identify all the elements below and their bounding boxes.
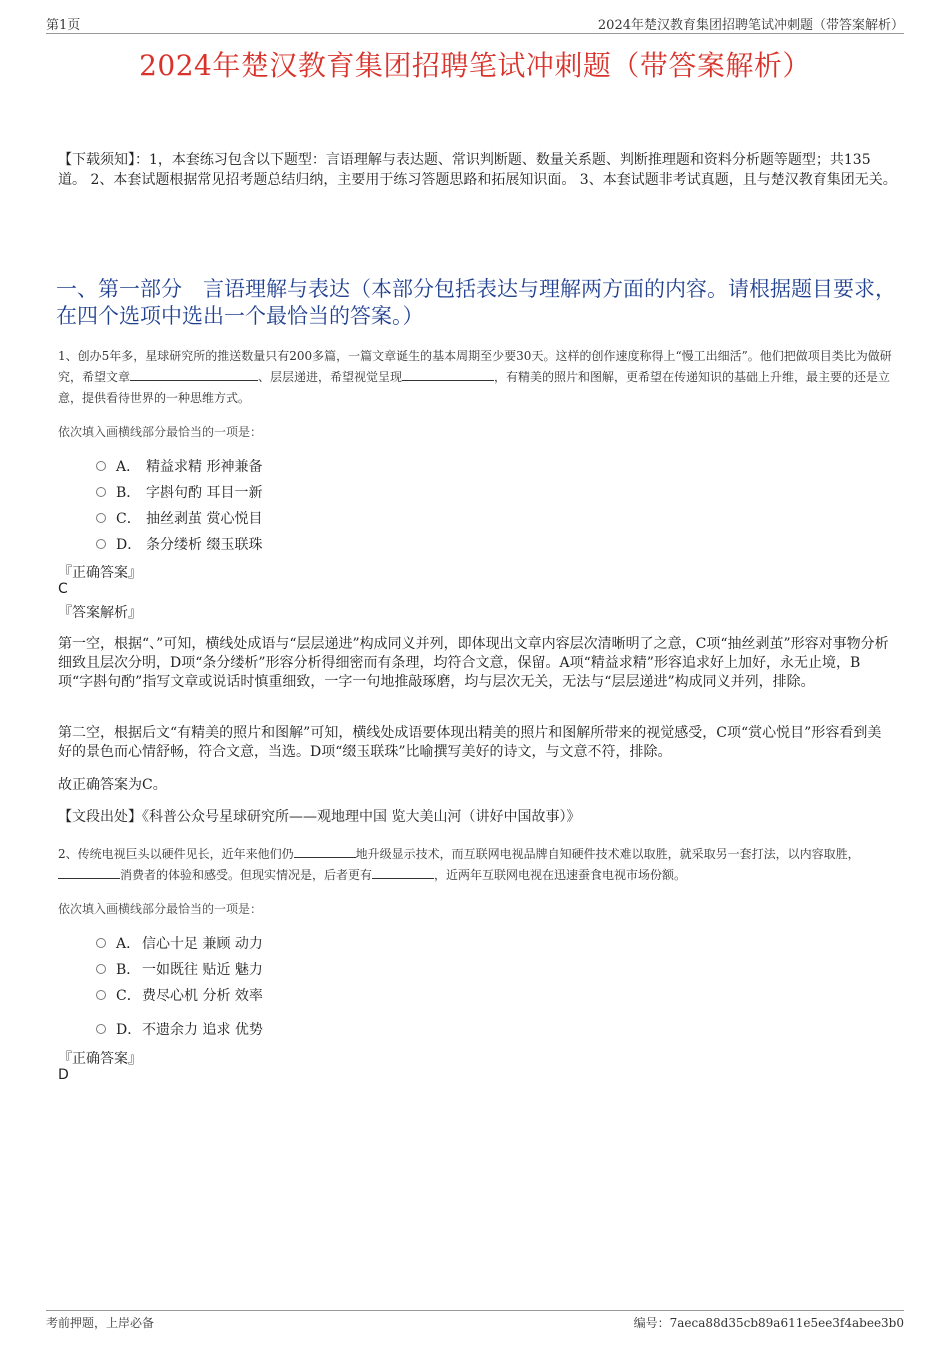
page-title: 2024年楚汉教育集团招聘笔试冲刺题（带答案解析） [139, 49, 811, 82]
question-2-answer-label: 『正确答案』 [58, 1051, 142, 1067]
question-2-option-d[interactable]: D． 不遗余力 追求 优势 [96, 1019, 263, 1039]
question-2-part-a: 2、传统电视巨头以硬件见长，近年来他们仍 [58, 847, 294, 861]
radio-icon[interactable] [96, 461, 106, 471]
radio-icon[interactable] [96, 487, 106, 497]
radio-icon[interactable] [96, 990, 106, 1000]
footer-divider [46, 1310, 904, 1311]
radio-icon[interactable] [96, 513, 106, 523]
blank-2 [58, 866, 120, 879]
question-2-part-b: 地升级显示技术，而互联网电视品牌自知硬件技术难以取胜，就采取另一套打法，以内容取胜， [355, 847, 860, 861]
question-1-prompt: 依次填入画横线部分最恰当的一项是： [58, 425, 263, 439]
question-2-option-a[interactable]: A． 信心十足 兼顾 动力 [96, 933, 263, 953]
question-1-option-c[interactable]: C． 抽丝剥茧 赏心悦目 [96, 508, 262, 528]
question-1-source: 【文段出处】《科普公众号星球研究所——观地理中国 览大美山河（讲好中国故事）》 [58, 809, 581, 825]
question-1-part-c: ，有精美的照片和图解，更希望在传递知识的基础上升维，最主要的还是立意，提供看待世界的一种思维方式。 [58, 370, 891, 405]
question-2-text [58, 844, 904, 886]
blank-3 [372, 866, 434, 879]
question-1-analysis-2: 第二空，根据后文“有精美的照片和图解”可知，横线处成语要体现出精美的照片和图解所带来的视觉感受，C项“赏心悦目”形容看到美好的景色而心情舒畅，符合文意，当选。D项“缀玉联珠”比喻撰写美好的诗文，与文意不符，排除。 [58, 725, 882, 760]
question-2-part-d: ，近两年互联网电视在迅速蚕食电视市场份额。 [434, 868, 687, 882]
question-1-analysis-label: 『答案解析』 [58, 605, 142, 621]
question-2-option-c[interactable]: C． 费尽心机 分析 效率 [96, 985, 263, 1005]
question-1-answer: C [58, 581, 68, 597]
question-1-option-a[interactable]: A． 精益求精 形神兼备 [96, 456, 262, 476]
question-1-option-b[interactable]: B． 字斟句酌 耳目一新 [96, 482, 262, 502]
question-1-text [58, 346, 904, 409]
footer-slogan: 考前押题，上岸必备 [46, 1316, 155, 1330]
radio-icon[interactable] [96, 938, 106, 948]
footer-doc-id: 编号：7aeca88d35cb89a611e5ee3f4abee3b0 [633, 1316, 904, 1330]
section-heading: 一、第一部分 言语理解与表达（本部分包括表达与理解两方面的内容。请根据题目要求，在四个选项中选出一个最恰当的答案。） [56, 277, 896, 328]
question-1-analysis-1: 第一空，根据“、”可知，横线处成语与“层层递进”构成同义并列，即体现出文章内容层次清晰明了之意，C项“抽丝剥茧”形容对事物分析细致且层次分明，D项“条分缕析”形容分析得细密而有条理，均符合文意，保留。A项“精益求精”形容追求好上加好，永无止境，B项“字斟句酌”指写文章或说话时慎重细致，一字一句地推敲琢磨，均与层次无关，无法与“层层递进”构成同义并列，排除。 [58, 636, 889, 690]
question-2-part-c: 消费者的体验和感受。但现实情况是，后者更有 [120, 868, 373, 882]
header-divider [46, 33, 904, 34]
download-notice: 【下载须知】：1，本套练习包含以下题型：言语理解与表达题、常识判断题、数量关系题、判断推理题和资料分析题等题型；共135道。 2、本套试题根据常见招考题总结归纳，主要用于练习答题思路和拓展知识面。 3、本套试题非考试真题，且与楚汉教育集团无关。 [58, 152, 897, 188]
question-1-part-a: 1、创办5年多，星球研究所的推送数量只有200多篇，一篇文章诞生的基本周期至少要30天。这样的创作速度称得上“慢工出细活”。他们把做项目类比为做研究，希望文章 [58, 349, 892, 384]
question-2-option-b[interactable]: B． 一如既往 贴近 魅力 [96, 959, 263, 979]
question-2-prompt: 依次填入画横线部分最恰当的一项是： [58, 902, 263, 916]
header-doc-title: 2024年楚汉教育集团招聘笔试冲刺题（带答案解析） [597, 18, 904, 33]
question-1-conclusion: 故正确答案为C。 [58, 777, 167, 793]
question-1-option-d[interactable]: D． 条分缕析 缀玉联珠 [96, 534, 262, 554]
radio-icon[interactable] [96, 539, 106, 549]
question-1-answer-label: 『正确答案』 [58, 565, 142, 581]
radio-icon[interactable] [96, 1024, 106, 1034]
blank-2 [402, 368, 494, 381]
blank-1 [130, 368, 258, 381]
question-1-part-b: 、层层递进，希望视觉呈现 [258, 370, 403, 384]
page-number: 第1页 [46, 18, 81, 33]
radio-icon[interactable] [96, 964, 106, 974]
blank-1 [294, 845, 356, 858]
question-2-answer: D [58, 1067, 69, 1083]
